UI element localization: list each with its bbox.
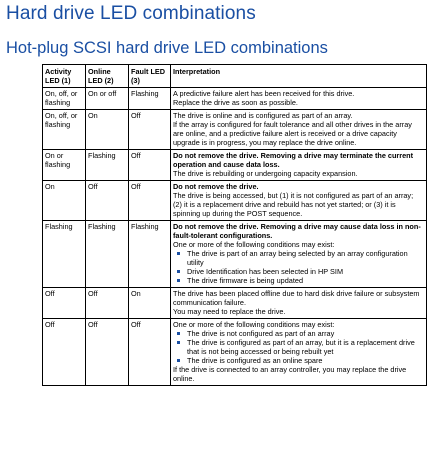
interpretation-text: The drive has been placed offline due to hard disk drive failure or subsystem communication failure.: [173, 289, 420, 307]
cell-fault-led: Off: [129, 181, 171, 221]
warning-text: Do not remove the drive. Removing a drive may cause data loss in non-fault-tolerant configurations.: [173, 222, 421, 240]
cell-activity-led: On, off, or flashing: [43, 110, 86, 150]
cell-fault-led: Off: [129, 319, 171, 386]
table-row: [43, 88, 427, 110]
table-row: [43, 150, 427, 181]
header-interpretation: Interpretation: [171, 65, 427, 88]
interpretation-text: If the drive is connected to an array controller, you may replace the drive online.: [173, 365, 407, 383]
cell-interpretation: [171, 221, 427, 288]
table-row: [43, 110, 427, 150]
table-body: [43, 88, 427, 386]
cell-activity-led: On or flashing: [43, 150, 86, 181]
cell-activity-led: Flashing: [43, 221, 86, 288]
interpretation-text: A predictive failure alert has been received for this drive.: [173, 89, 355, 98]
interpretation-text: The drive is online and is configured as part of an array.: [173, 111, 353, 120]
condition-item: The drive is not configured as part of an array: [187, 329, 424, 338]
cell-interpretation: [171, 110, 427, 150]
led-combinations-table: [42, 64, 427, 386]
table-row: [43, 288, 427, 319]
condition-item: The drive is configured as part of an array, but it is a replacement drive that is not being accessed or being rebuilt yet: [187, 338, 424, 356]
cell-fault-led: Off: [129, 150, 171, 181]
cell-activity-led: Off: [43, 288, 86, 319]
cell-activity-led: On: [43, 181, 86, 221]
cell-activity-led: Off: [43, 319, 86, 386]
cell-online-led: Flashing: [86, 221, 129, 288]
header-activity-led: Activity LED (1): [43, 65, 86, 88]
cell-online-led: Flashing: [86, 150, 129, 181]
conditions-intro: One or more of the following conditions may exist:: [173, 320, 335, 329]
cell-fault-led: On: [129, 288, 171, 319]
interpretation-text: Replace the drive as soon as possible.: [173, 98, 298, 107]
cell-online-led: Off: [86, 288, 129, 319]
header-fault-led: Fault LED (3): [129, 65, 171, 88]
conditions-intro: One or more of the following conditions may exist:: [173, 240, 335, 249]
page-title: Hard drive LED combinations: [6, 3, 256, 24]
cell-online-led: On: [86, 110, 129, 150]
cell-fault-led: Flashing: [129, 88, 171, 110]
warning-text: Do not remove the drive.: [173, 182, 259, 191]
header-online-led: Online LED (2): [86, 65, 129, 88]
cell-online-led: On or off: [86, 88, 129, 110]
condition-item: The drive is part of an array being selected by an array configuration utility: [187, 249, 424, 267]
cell-interpretation: [171, 181, 427, 221]
table-header-row: [43, 65, 427, 88]
cell-interpretation: [171, 88, 427, 110]
interpretation-text: If the array is configured for fault tolerance and all other drives in the array are online, and a predictive failure alert is received or a drive capacity upgrade is in progress, you may replace the drive online.: [173, 120, 412, 147]
interpretation-text: You may need to replace the drive.: [173, 307, 286, 316]
cell-interpretation: [171, 319, 427, 386]
cell-interpretation: [171, 288, 427, 319]
interpretation-text: The drive is rebuilding or undergoing capacity expansion.: [173, 169, 358, 178]
cell-activity-led: On, off, or flashing: [43, 88, 86, 110]
cell-interpretation: [171, 150, 427, 181]
condition-item: The drive is configured as an online spare: [187, 356, 424, 365]
conditions-list: [173, 329, 424, 365]
interpretation-text: The drive is being accessed, but (1) it is not configured as part of an array; (2) it is a replacement drive and rebuild has not yet started; or (3) it is spinning up during the POST sequence.: [173, 191, 414, 218]
cell-fault-led: Flashing: [129, 221, 171, 288]
warning-text: Do not remove the drive. Removing a drive may terminate the current operation and cause data loss.: [173, 151, 414, 169]
condition-item: The drive firmware is being updated: [187, 276, 424, 285]
cell-online-led: Off: [86, 181, 129, 221]
table-row: [43, 221, 427, 288]
section-title: Hot-plug SCSI hard drive LED combinations: [6, 39, 328, 57]
conditions-list: [173, 249, 424, 285]
table-row: [43, 319, 427, 386]
cell-fault-led: Off: [129, 110, 171, 150]
table-row: [43, 181, 427, 221]
cell-online-led: Off: [86, 319, 129, 386]
condition-item: Drive Identification has been selected in HP SIM: [187, 267, 424, 276]
